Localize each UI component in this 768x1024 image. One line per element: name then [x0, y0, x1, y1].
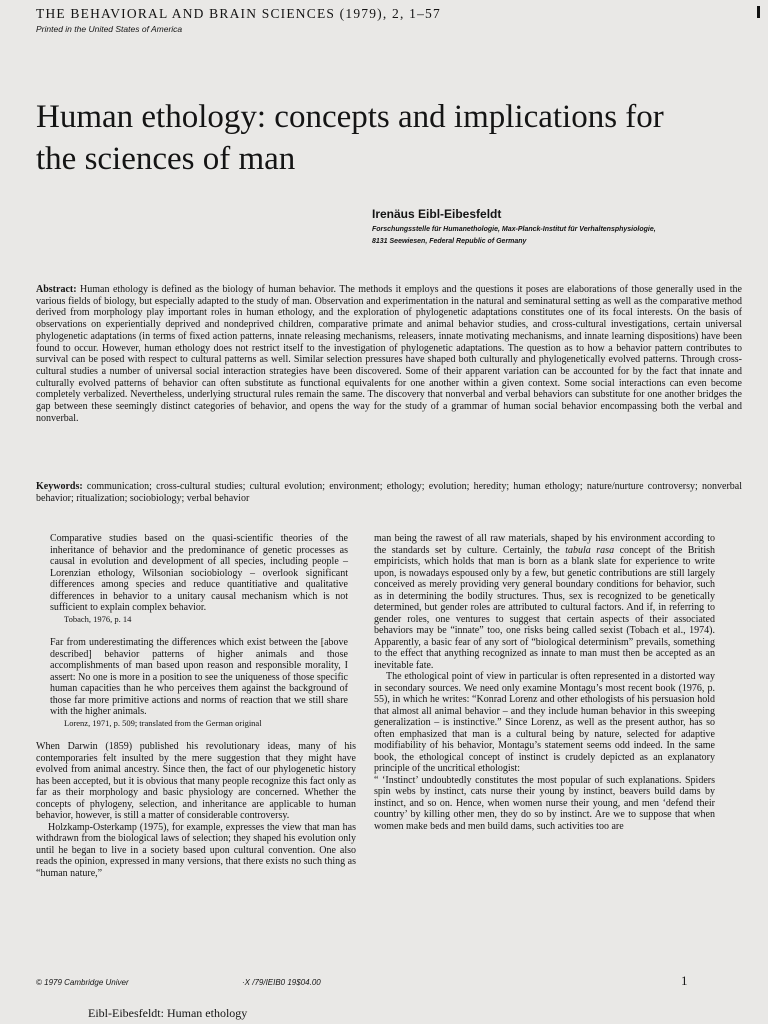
body-paragraph: Holzkamp-Osterkamp (1975), for example, expresses the view that man has withdrawn from the biological laws of selection; they shaped his evolution only until he began to live in a society based upon cultural convention. One also reads the opinion, expressed in many versions, that there exists no such thing as “human nature,”	[36, 821, 356, 879]
epigraph-quote-1: Comparative studies based on the quasi-scientific theories of the inheritance of behavior and the predominance of genetic processes as causal in evolution and development of all species, including people – Lorenzian ethology, Wilsonian sociobiology – overlook significant differences among species and reduce quantitiative and qualitative differences in behavior to a unitary causal mechanism which is not sufficient to explain complex behavior.	[50, 533, 348, 613]
epigraph-quote-2: Far from underestimating the differences which exist between the [above described] behavior patterns of higher animals and those accomplishments of man based upon reason and responsible morality, I assert: No one is more in a position to see the uniqueness of those specific human capacities than he who perceives them against the background of those far more primitive actions and norms of reaction that we still share with the higher animals.	[50, 637, 348, 717]
printed-note: Printed in the United States of America	[36, 24, 183, 34]
affiliation-line-2: 8131 Seewiesen, Federal Republic of Germany	[372, 238, 527, 245]
epigraph-citation-1: Tobach, 1976, p. 14	[64, 613, 132, 624]
para-emphasis: tabula rasa	[565, 544, 615, 556]
para-text: concept of the British empiricists, which holds that man is born as a blank slate for experience to write upon, is nowadays espoused only by a few, but genetic contributions are still largely conceived as merely providing very general boundary conditions for behavior, such as in determining the bodily structures. Thus, sex is recognized to be genetically determined, but gender roles are attributed to cultural factors. And if, in referring to gender roles, one ventures to suggest that certain aspects of their associated behaviors may be “innate” too, one risks being called sexist (Tobach et al., 1974). Apparently, a basic fear of any sort of “biological determinism” prevails, something to the effect that anything recognized as innate to man must then be accepted as an inevitable fate.	[374, 544, 715, 671]
keywords-label: Keywords:	[36, 481, 83, 492]
copyright-line: © 1979 Cambridge Univer	[36, 978, 129, 987]
para-text: man being the rawest of all raw materials, shaped by his environment according to the standards set by culture. Certainly, the	[374, 533, 715, 556]
right-column	[374, 533, 715, 832]
body-paragraph	[374, 533, 715, 671]
running-head: Eibl-Eibesfeldt: Human ethology	[88, 1006, 248, 1020]
author-affiliation	[372, 224, 732, 248]
corner-mark	[757, 6, 760, 18]
page-number: 1	[681, 973, 688, 988]
abstract-text: Human ethology is defined as the biology of human behavior. The methods it employs and the questions it poses are elaborations of those generally used in the various fields of biology, but especially adapted to the study of man. Observation and experimentation in the natural and seminatural setting as well as the comparative method derived from morphology play important roles in human ethology, and the exploration of phylogenetic adaptations constitutes one of its focal interests. On the basis of observations on experientially deprived and nondeprived children, comparative primate and animal behavior studies, and cross-cultural investigations, certain universal phylogenetic adaptations (in terms of fixed action patterns, innate releasing mechanisms, releasers, innate motivating mechanisms, and innate learning dispositions) have been found to occur. However, human ethology does not restrict itself to the investigation of phylogenetic adaptations. The question as to how a behavior pattern contributes to survival can be posed with respect to cultural patterns as well. Similar selection pressures have shaped both culturally and phylogenetically evolved patterns. Through cross-cultural studies a number of universal social interaction strategies have been discovered. Some of their apparent variation can be accounted for by the fact that innate and culturally evolved patterns of behavior can often substitute as functional equivalents for one another within a given context. Some social interactions can even become completely verbalized. Nevertheless, underlying structural rules remain the same. The discovery that nonverbal and verbal behaviors can substitute for one another bridges the gap between these seemingly distinct categories of behavior, and opens the way for the study of a grammar of human social behavior encompassing both the verbal and nonverbal.	[36, 284, 742, 424]
body-paragraph: When Darwin (1859) published his revolutionary ideas, many of his contemporaries felt insulted by the mere suggestion that they might have evolved from animal ancestry. Since then, the fact of our phylogenetic history has been accepted, but it is obvious that many people recognize this fact only as far as their morphology and basic physiology are concerned. Whether the concepts of phylogeny, selection, and inheritance are applicable to human behavior, however, is still a matter of considerable controversy.	[36, 741, 356, 821]
keywords	[36, 481, 742, 504]
block-quote: “ ‘Instinct’ undoubtedly constitutes the most popular of such explanations. Spiders spin webs by instinct, cats nurse their young by instinct, beavers build dams by instinct, and so on. Hence, when women nurse their young, and men ‘defend their country’ by killing other men, they do so by instinct. Are we to suppose that when women make beds and men build dams, such activities too are	[374, 774, 715, 832]
epigraph-citation-2: Lorenz, 1971, p. 509; translated from the German original	[64, 717, 262, 728]
author-name: Irenäus Eibl-Eibesfeldt	[372, 207, 502, 221]
article-code: ·X /79/IEIB0 19$04.00	[242, 978, 321, 987]
keywords-text: communication; cross-cultural studies; cultural evolution; environment; ethology; evolution; heredity; human ethology; nature/nurture controversy; nonverbal behavior; ritualization; sociobiology; verbal behavior	[36, 481, 742, 504]
abstract	[36, 284, 742, 424]
body-paragraph: The ethological point of view in particular is often represented in a distorted way in secondary sources. We need only examine Montagu’s most recent book (1976, p. 55), in which he writes: “Konrad Lorenz and other ethologists of his persuasion hold that almost all animal behavior – and they include human behavior in this sweeping generalization – is instinctive.” Since Lorenz, as well as the present author, has so often emphasized that man is a cultural being by nature, selected for adaptive modifiability of his behavior, Montagu’s statement seems odd indeed. In the same book, the ethological concept of instinct is crudely depicted as an explanatory principle of the uncritical ethologist:	[374, 671, 715, 774]
affiliation-line-1: Forschungsstelle für Humanethologie, Max-Planck-Institut für Verhaltensphysiologie,	[372, 226, 656, 233]
journal-header: THE BEHAVIORAL AND BRAIN SCIENCES (1979), 2, 1–57	[36, 6, 441, 21]
article-title: Human ethology: concepts and implications for the sciences of man	[36, 99, 664, 177]
abstract-label: Abstract:	[36, 284, 77, 295]
left-column	[36, 533, 356, 879]
